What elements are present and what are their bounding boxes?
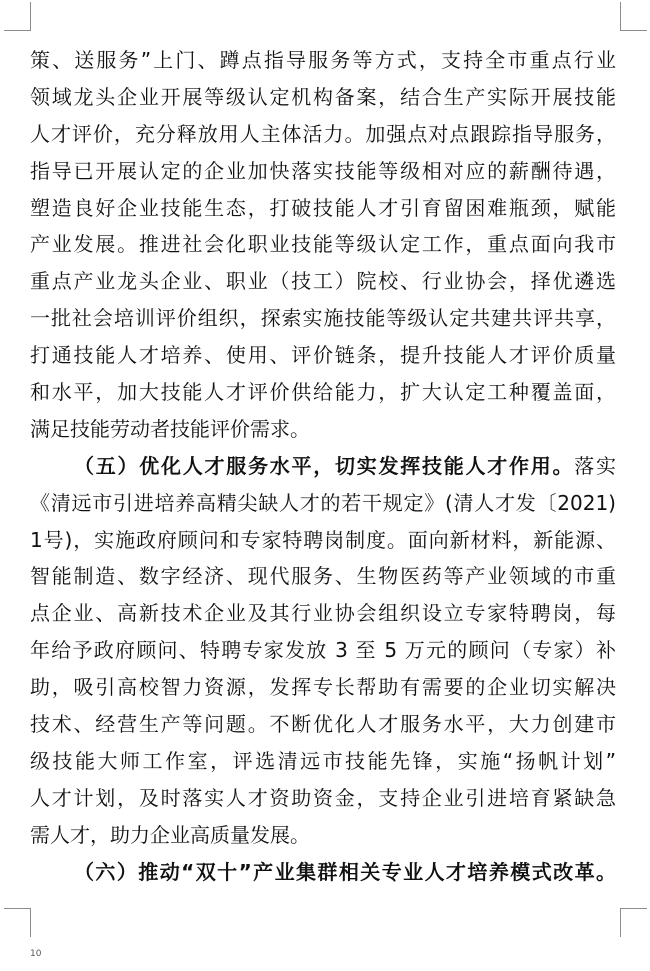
text-line: 人才计划，及时落实人才资助资金，支持企业引进培育紧缺急 [30, 785, 616, 810]
text-line: 和水平，加大技能人才评价供给能力，扩大认定工种覆盖面， [30, 380, 616, 405]
paragraph [30, 854, 616, 891]
text-line: 级技能大师工作室，评选清远市技能先锋，实施“扬帆计划” [30, 748, 616, 773]
page-number: 10 [30, 949, 42, 959]
text-line: 一批社会培训评价组织，探索实施技能等级认定共建共评共享， [30, 306, 616, 331]
document-body [30, 42, 616, 890]
text-line: 智能制造、数字经济、现代服务、生物医药等产业领域的市重 [30, 564, 616, 589]
text-line: 塑造良好企业技能生态，打破技能人才引育留困难瓶颈，赋能 [30, 195, 616, 220]
heading-line [30, 854, 616, 891]
section-heading: （六）推动“双十”产业集群相关专业人才培养模式改革。 [74, 859, 616, 884]
heading-tail-text: 落实 [574, 453, 616, 478]
crop-mark-top-right [620, 2, 647, 31]
text-line: 助，吸引高校智力资源，发挥专长帮助有需要的企业切实解决 [30, 675, 616, 700]
paragraph [30, 42, 616, 448]
section-heading: （五）优化人才服务水平，切实发挥技能人才作用。 [74, 453, 575, 478]
crop-mark-bottom-left [4, 908, 31, 937]
heading-line [30, 448, 616, 485]
text-line: 人才评价，充分释放用人主体活力。加强点对点跟踪指导服务， [30, 121, 616, 146]
text-line: 策、送服务”上门、蹲点指导服务等方式，支持全市重点行业 [30, 48, 616, 72]
text-line: 满足技能劳动者技能评价需求。 [30, 416, 310, 441]
text-line: 年给予政府顾问、特聘专家发放 3 至 5 万元的顾问（专家）补 [30, 638, 616, 663]
crop-mark-bottom-right [620, 908, 647, 937]
crop-mark-top-left [4, 2, 31, 31]
paragraph [30, 448, 616, 854]
text-line: 领域龙头企业开展等级认定机构备案，结合生产实际开展技能 [30, 84, 616, 109]
text-line: 点企业、高新技术企业及其行业协会组织设立专家特聘岗，每 [30, 601, 616, 626]
text-line: 技术、经营生产等问题。不断优化人才服务水平，大力创建市 [30, 712, 616, 737]
text-line: 产业发展。推进社会化职业技能等级认定工作，重点面向我市 [30, 232, 616, 257]
text-line: 1号)，实施政府顾问和专家特聘岗制度。面向新材料，新能源、 [30, 527, 616, 552]
text-line: 打通技能人才培养、使用、评价链条，提升技能人才评价质量 [30, 343, 616, 368]
text-line: 需人才，助力企业高质量发展。 [30, 822, 310, 847]
text-line: 《清远市引进培养高精尖缺人才的若干规定》(清人才发〔2021) [30, 490, 616, 515]
text-line: 重点产业龙头企业、职业（技工）院校、行业协会，择优遴选 [30, 269, 616, 294]
text-line: 指导已开展认定的企业加快落实技能等级相对应的薪酬待遇， [30, 158, 616, 183]
